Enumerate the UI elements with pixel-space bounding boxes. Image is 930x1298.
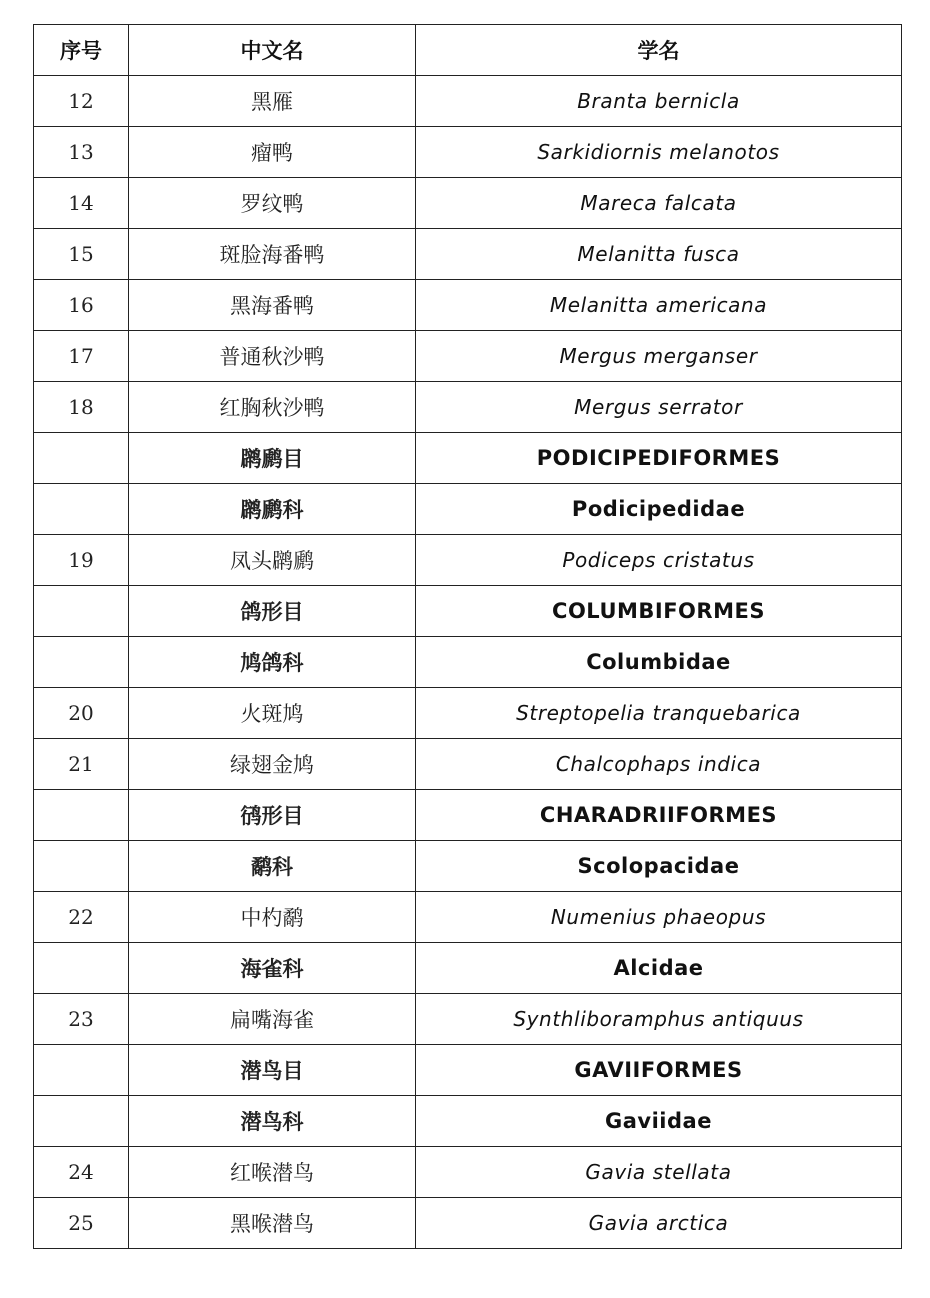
taxon-chinese-name: 䴙䴘目 xyxy=(129,433,416,484)
chinese-name: 火斑鸠 xyxy=(129,688,416,739)
scientific-name: Melanitta americana xyxy=(416,280,902,331)
scientific-name: Chalcophaps indica xyxy=(416,739,902,790)
taxon-scientific-name: GAVIIFORMES xyxy=(416,1045,902,1096)
taxon-chinese-name: 鸻形目 xyxy=(129,790,416,841)
chinese-name: 黑喉潜鸟 xyxy=(129,1198,416,1249)
row-number xyxy=(34,790,129,841)
taxon-row xyxy=(34,790,902,841)
table-row xyxy=(34,331,902,382)
taxon-row xyxy=(34,484,902,535)
header-chinese-name: 中文名 xyxy=(129,25,416,76)
scientific-name: Gavia arctica xyxy=(416,1198,902,1249)
chinese-name: 凤头䴙䴘 xyxy=(129,535,416,586)
row-number: 15 xyxy=(34,229,129,280)
taxon-chinese-name: 鹬科 xyxy=(129,841,416,892)
taxon-scientific-name: Columbidae xyxy=(416,637,902,688)
taxon-chinese-name: 潜鸟科 xyxy=(129,1096,416,1147)
taxon-row xyxy=(34,943,902,994)
taxon-scientific-name: Podicipedidae xyxy=(416,484,902,535)
scientific-name: Mergus serrator xyxy=(416,382,902,433)
scientific-name: Numenius phaeopus xyxy=(416,892,902,943)
taxon-chinese-name: 䴙䴘科 xyxy=(129,484,416,535)
table-row xyxy=(34,127,902,178)
species-table xyxy=(33,24,902,1249)
scientific-name: Mergus merganser xyxy=(416,331,902,382)
row-number: 16 xyxy=(34,280,129,331)
scientific-name: Streptopelia tranquebarica xyxy=(416,688,902,739)
row-number xyxy=(34,841,129,892)
table-row xyxy=(34,535,902,586)
chinese-name: 黑雁 xyxy=(129,76,416,127)
table-row xyxy=(34,229,902,280)
chinese-name: 红胸秋沙鸭 xyxy=(129,382,416,433)
table-row xyxy=(34,994,902,1045)
table-row xyxy=(34,178,902,229)
table-body xyxy=(34,76,902,1249)
table-row xyxy=(34,76,902,127)
taxon-scientific-name: Scolopacidae xyxy=(416,841,902,892)
chinese-name: 瘤鸭 xyxy=(129,127,416,178)
scientific-name: Mareca falcata xyxy=(416,178,902,229)
table-row xyxy=(34,688,902,739)
row-number: 21 xyxy=(34,739,129,790)
chinese-name: 中杓鹬 xyxy=(129,892,416,943)
taxon-row xyxy=(34,637,902,688)
table-row xyxy=(34,739,902,790)
scientific-name: Sarkidiornis melanotos xyxy=(416,127,902,178)
chinese-name: 斑脸海番鸭 xyxy=(129,229,416,280)
row-number: 12 xyxy=(34,76,129,127)
taxon-chinese-name: 鸽形目 xyxy=(129,586,416,637)
table-row xyxy=(34,280,902,331)
table-header-row xyxy=(34,25,902,76)
row-number xyxy=(34,637,129,688)
row-number: 18 xyxy=(34,382,129,433)
chinese-name: 普通秋沙鸭 xyxy=(129,331,416,382)
scientific-name: Gavia stellata xyxy=(416,1147,902,1198)
row-number: 13 xyxy=(34,127,129,178)
taxon-row xyxy=(34,433,902,484)
taxon-scientific-name: COLUMBIFORMES xyxy=(416,586,902,637)
row-number xyxy=(34,1045,129,1096)
header-number: 序号 xyxy=(34,25,129,76)
taxon-scientific-name: CHARADRIIFORMES xyxy=(416,790,902,841)
taxon-scientific-name: PODICIPEDIFORMES xyxy=(416,433,902,484)
row-number xyxy=(34,943,129,994)
taxon-chinese-name: 海雀科 xyxy=(129,943,416,994)
scientific-name: Melanitta fusca xyxy=(416,229,902,280)
chinese-name: 黑海番鸭 xyxy=(129,280,416,331)
row-number: 20 xyxy=(34,688,129,739)
table-row xyxy=(34,1147,902,1198)
taxon-row xyxy=(34,1096,902,1147)
header-scientific-name: 学名 xyxy=(416,25,902,76)
chinese-name: 罗纹鸭 xyxy=(129,178,416,229)
taxon-chinese-name: 潜鸟目 xyxy=(129,1045,416,1096)
row-number xyxy=(34,484,129,535)
taxon-row xyxy=(34,586,902,637)
chinese-name: 红喉潜鸟 xyxy=(129,1147,416,1198)
row-number: 25 xyxy=(34,1198,129,1249)
table-row xyxy=(34,382,902,433)
table-row xyxy=(34,892,902,943)
chinese-name: 绿翅金鸠 xyxy=(129,739,416,790)
taxon-chinese-name: 鸠鸽科 xyxy=(129,637,416,688)
chinese-name: 扁嘴海雀 xyxy=(129,994,416,1045)
row-number xyxy=(34,586,129,637)
taxon-row xyxy=(34,841,902,892)
row-number: 17 xyxy=(34,331,129,382)
taxon-scientific-name: Gaviidae xyxy=(416,1096,902,1147)
row-number: 14 xyxy=(34,178,129,229)
row-number xyxy=(34,1096,129,1147)
scientific-name: Podiceps cristatus xyxy=(416,535,902,586)
taxon-scientific-name: Alcidae xyxy=(416,943,902,994)
table-row xyxy=(34,1198,902,1249)
row-number: 23 xyxy=(34,994,129,1045)
scientific-name: Branta bernicla xyxy=(416,76,902,127)
scientific-name: Synthliboramphus antiquus xyxy=(416,994,902,1045)
row-number: 24 xyxy=(34,1147,129,1198)
row-number xyxy=(34,433,129,484)
row-number: 19 xyxy=(34,535,129,586)
taxon-row xyxy=(34,1045,902,1096)
row-number: 22 xyxy=(34,892,129,943)
